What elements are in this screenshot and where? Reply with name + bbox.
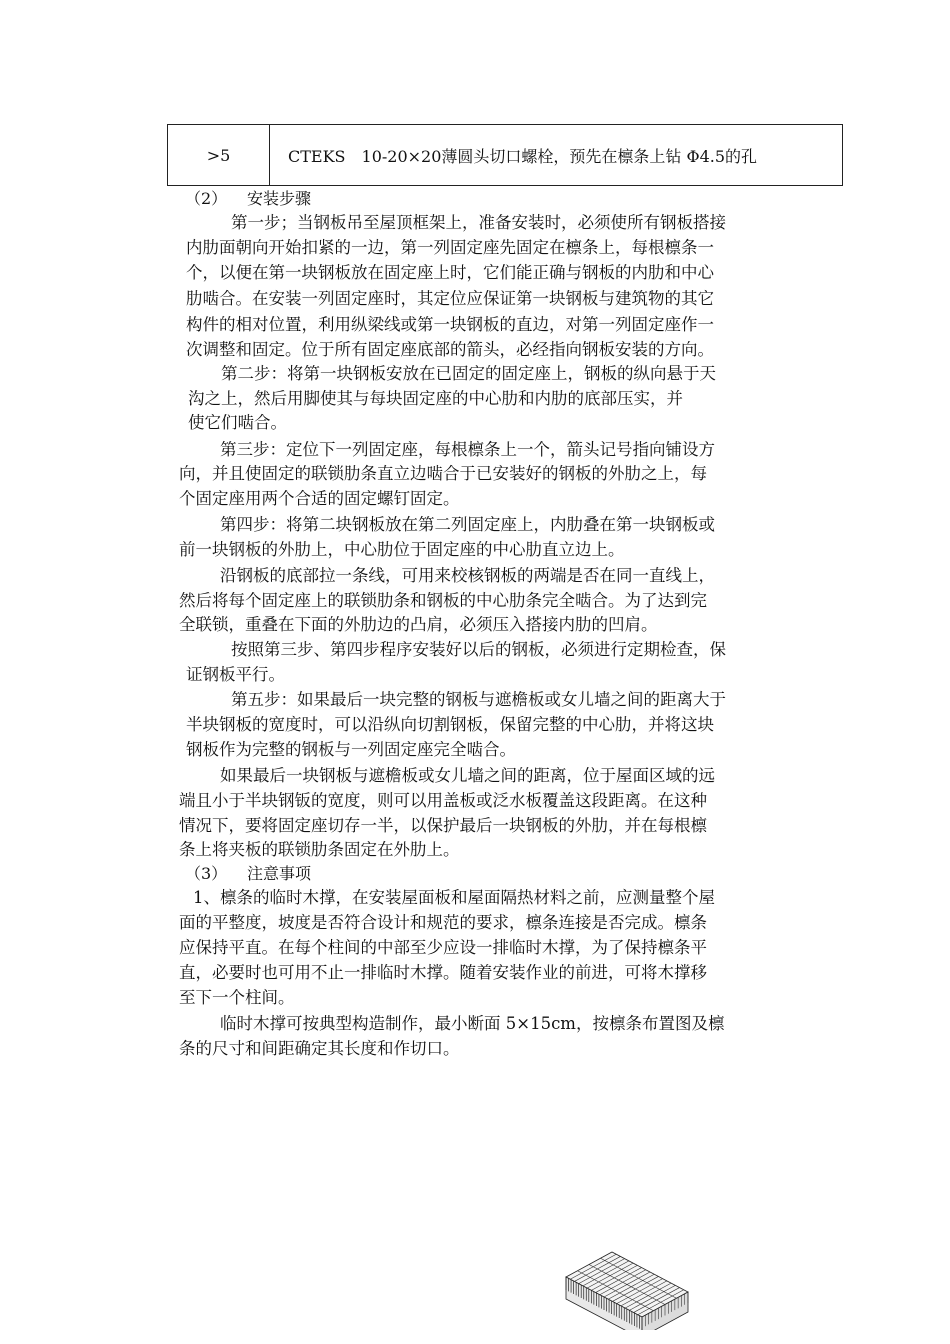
text-line: 使它们啮合。 [188,413,287,432]
text-line: 第三步：定位下一列固定座，每根檩条上一个，箭头记号指向铺设方 [220,440,715,459]
text-line: 条的尺寸和间距确定其长度和作切口。 [179,1039,460,1058]
text-line: 第四步：将第二块钢板放在第二列固定座上，内肋叠在第一块钢板或 [220,515,715,534]
text-line: 第五步：如果最后一块完整的钢板与遮檐板或女儿墙之间的距离大于 [231,690,726,709]
text-line: 情况下，要将固定座切存一半，以保护最后一块钢板的外肋，并在每根檩 [179,816,707,835]
text-line: 然后将每个固定座上的联锁肋条和钢板的中心肋条完全啮合。为了达到完 [179,591,707,610]
text-line: 全联锁，重叠在下面的外肋边的凸肩，必须压入搭接内肋的凹肩。 [179,615,658,634]
text-line: 第一步；当钢板吊至屋顶框架上，准备安装时，必须使所有钢板搭接 [231,213,726,232]
text-line: 构件的相对位置，利用纵梁线或第一块钢板的直边，对第一列固定座作一 [186,315,714,334]
section2-title: 安装步骤 [247,189,312,208]
text-line: 沿钢板的底部拉一条线，可用来校核钢板的两端是否在同一直线上， [220,566,715,585]
text-line: 直，必要时也可用不止一排临时木撑。随着安装作业的前进，可将木撑移 [179,963,707,982]
text-line: 钢板作为完整的钢板与一列固定座完全啮合。 [186,740,516,759]
text-line: 端且小于半块钢钣的宽度，则可以用盖板或泛水板覆盖这段距离。在这种 [179,791,707,810]
spec-table [167,124,843,186]
text-line: 肋啮合。在安装一列固定座时，其定位应保证第一块钢板与建筑物的其它 [186,289,714,308]
text-line: 前一块钢板的外肋上，中心肋位于固定座的中心肋直立边上。 [179,540,625,559]
table-cell-desc: CTEKS 10-20×20薄圆头切口螺栓，预先在檩条上钻 Φ4.5的孔 [270,125,843,186]
text-line: 条上将夹板的联锁肋条固定在外肋上。 [179,840,460,859]
table-row [168,125,843,186]
text-line: 个固定座用两个合适的固定螺钉固定。 [179,489,460,508]
text-line: 按照第三步、第四步程序安装好以后的钢板，必须进行定期检查，保 [231,640,726,659]
text-line: 半块钢板的宽度时，可以沿纵向切割钢板，保留完整的中心肋，并将这块 [186,715,714,734]
text-line: 临时木撑可按典型构造制作，最小断面 5×15cm，按檩条布置图及檩 [220,1014,725,1033]
text-line: 1、檩条的临时木撑，在安装屋面板和屋面隔热材料之前，应测量整个屋 [193,888,715,907]
roof-panel-isometric-icon [564,1250,690,1330]
section2-heading [185,187,311,211]
text-line: 至下一个柱间。 [179,988,295,1007]
text-line: 第二步：将第一块钢板安放在已固定的固定座上，钢板的纵向悬于天 [221,364,716,383]
text-line: 次调整和固定。位于所有固定座底部的箭头，必经指向钢板安装的方向。 [186,340,714,359]
text-line: 面的平整度，坡度是否符合设计和规范的要求，檩条连接是否完成。檩条 [179,913,707,932]
section3-heading [185,862,311,886]
text-line: 如果最后一块钢板与遮檐板或女儿墙之间的距离，位于屋面区域的远 [220,766,715,785]
section3-title: 注意事项 [247,864,312,883]
text-line: 沟之上，然后用脚使其与每块固定座的中心肋和内肋的底部压实，并 [188,389,683,408]
text-line: 应保持平直。在每个柱间的中部至少应设一排临时木撑，为了保持檩条平 [179,938,707,957]
text-line: 内肋面朝向开始扣紧的一边，第一列固定座先固定在檩条上，每根檩条一 [186,238,714,257]
section2-number: （2） [185,189,228,208]
text-line: 证钢板平行。 [186,665,285,684]
section3-number: （3） [185,864,228,883]
text-line: 个，以便在第一块钢板放在固定座上时，它们能正确与钢板的内肋和中心 [186,263,714,282]
table-cell-key: >5 [168,125,270,186]
text-line: 向，并且使固定的联锁肋条直立边啮合于已安装好的钢板的外肋之上，每 [179,464,707,483]
